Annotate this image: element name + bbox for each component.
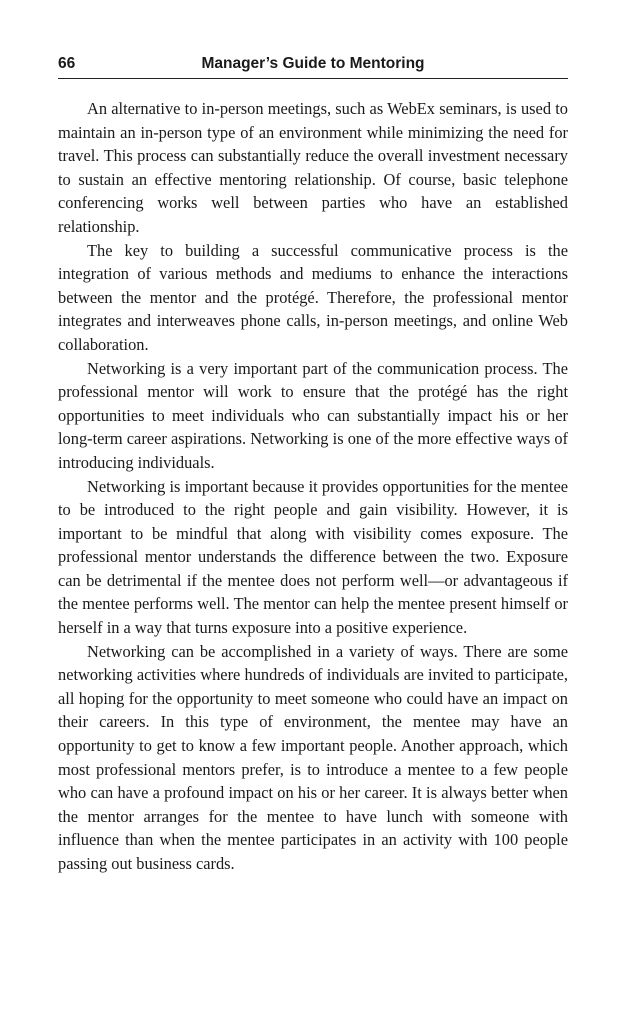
paragraph-communicative-process: The key to building a successful communicative process is the integration of various methods and mediums to enhance the interactions between the mentor and the protégé. Therefore, the professional mentor integrates and interweaves phone calls, in-person meetings, and online Web collaboration.	[58, 240, 568, 354]
paragraph-networking-approaches: Networking can be accomplished in a variety of ways. There are some networking activities where hundreds of individuals are invited to participate, all hoping for the opportunity to meet someone who could have an impact on their careers. In this type of environment, the mentee may have an opportunity to get to know a few important people. Another approach, which most professional mentors prefer, is to introduce a mentee to a few people who can have a profound impact on his or her career. It is always better when the mentor arranges for the mentee to have lunch with someone with influence than when the mentee participates in an activity with 100 people passing out business cards.	[58, 641, 568, 873]
paragraph-networking-importance: Networking is a very important part of the communication process. The professional mentor will work to ensure that the protégé has the right opportunities to meet individuals who can substantially impact his or her long-term career aspirations. Networking is one of the more effective ways of introducing individuals.	[58, 358, 568, 472]
book-page	[58, 48, 568, 876]
page-number: 66	[58, 55, 76, 72]
book-title: Manager’s Guide to Mentoring	[201, 55, 425, 72]
running-head	[58, 48, 568, 79]
body-text	[58, 97, 568, 876]
paragraph-webex: An alternative to in-person meetings, such as WebEx seminars, is used to maintain an in-person type of an environment while minimizing the need for travel. This process can substantially reduce the overall investment necessary to sustain an effective mentoring relationship. Of course, basic telephone conferencing works well between parties who have an established relationship.	[58, 99, 568, 236]
paragraph-visibility-exposure: Networking is important because it provides opportunities for the mentee to be introduced to the right people and gain visibility. However, it is important to be mindful that along with visibility comes exposure. The professional mentor understands the difference between the two. Exposure can be detrimental if the mentee does not perform well—or advantageous if the mentee performs well. The mentor can help the mentee present himself or herself in a way that turns exposure into a positive experience.	[58, 476, 568, 638]
